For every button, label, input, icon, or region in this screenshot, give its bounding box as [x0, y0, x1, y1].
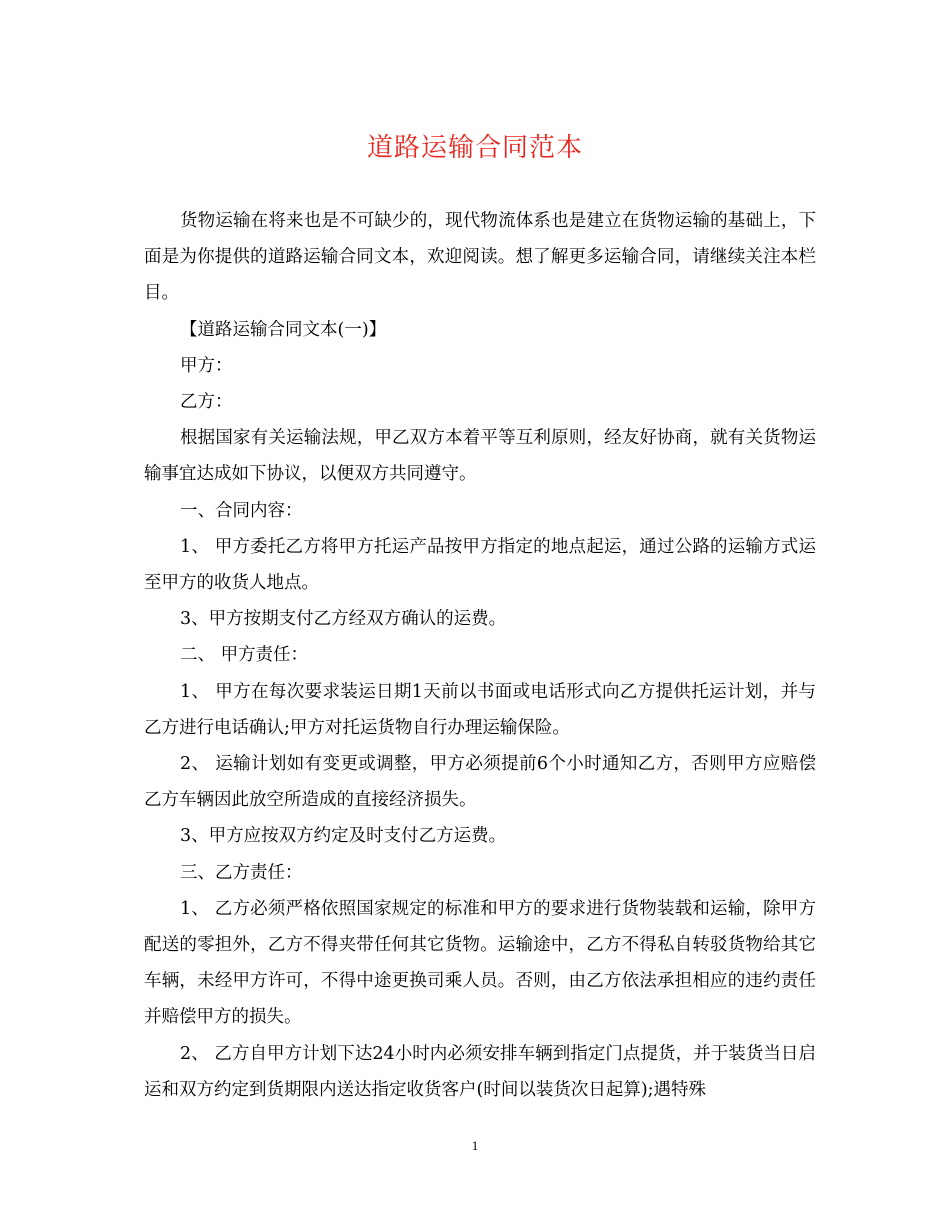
- intro-paragraph: 货物运输在将来也是不可缺少的，现代物流体系也是建立在货物运输的基础上，下面是为你提供的道路运输合同文本，欢迎阅读。想了解更多运输合同，请继续关注本栏目。: [144, 211, 816, 304]
- party-b-line: 乙方：: [180, 392, 233, 413]
- party-a-line: 甲方：: [180, 355, 233, 376]
- document-body: [144, 203, 816, 1108]
- section-heading-contents: 一、合同内容：: [180, 500, 303, 521]
- clause-paragraph: 1、 乙方必须严格依照国家规定的标准和甲方的要求进行货物装载和运输，除甲方配送的零担外，乙方不得夹带任何其它货物。运输途中，乙方不得私自转驳货物给其它车辆，未经甲方许可，不得中途更换司乘人员。否则，由乙方依法承担相应的违约责任并赔偿甲方的损失。: [144, 898, 816, 1028]
- clause-paragraph: 2、 乙方自甲方计划下达24小时内必须安排车辆到指定门点提货，并于装货当日启运和双方约定到货期限内送达指定收货客户(时间以装货次日起算);遇特殊: [144, 1043, 816, 1100]
- page-number: 1: [471, 1138, 479, 1153]
- clause-paragraph: 1、 甲方在每次要求装运日期1天前以书面或电话形式向乙方提供托运计划，并与乙方进行电话确认;甲方对托运货物自行办理运输保险。: [144, 681, 816, 738]
- contract-section-heading: 【道路运输合同文本(一)】: [180, 319, 387, 340]
- document-title: 道路运输合同范本: [366, 133, 583, 163]
- clause-paragraph: 3、甲方按期支付乙方经双方确认的运费。: [180, 609, 507, 630]
- clause-paragraph: 1、 甲方委托乙方将甲方托运产品按甲方指定的地点起运，通过公路的运输方式运至甲方的收货人地点。: [144, 536, 816, 594]
- clause-paragraph: 2、 运输计划如有变更或调整，甲方必须提前6个小时通知乙方，否则甲方应赔偿乙方车辆因此放空所造成的直接经济损失。: [144, 754, 816, 811]
- section-heading-party-a: 二、 甲方责任：: [180, 645, 309, 666]
- clause-paragraph: 3、甲方应按双方约定及时支付乙方运费。: [180, 826, 507, 847]
- preamble-paragraph: 根据国家有关运输法规，甲乙双方本着平等互利原则，经友好协商，就有关货物运输事宜达成如下协议，以便双方共同遵守。: [144, 428, 816, 485]
- section-heading-party-b: 三、乙方责任：: [180, 862, 303, 883]
